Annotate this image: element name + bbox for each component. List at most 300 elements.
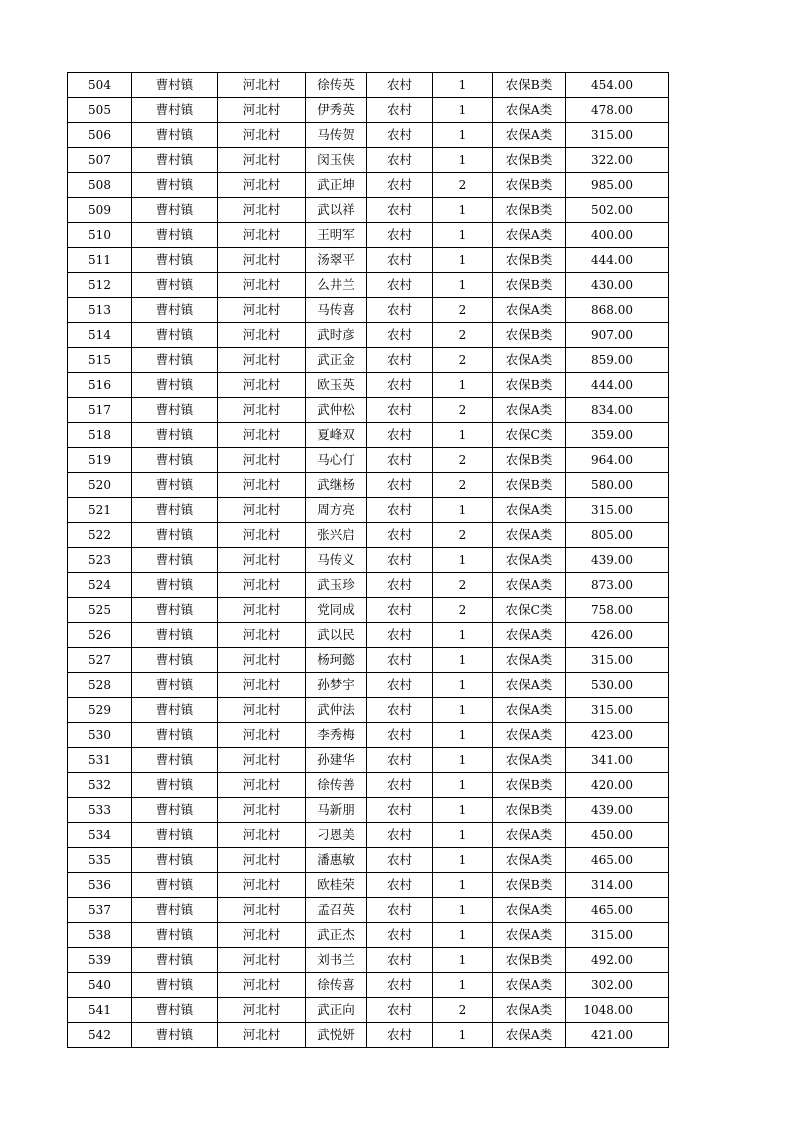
people-count-cell: 2	[433, 473, 493, 498]
village-cell: 河北村	[218, 173, 306, 198]
row-number: 514	[68, 323, 132, 348]
category-cell: 农保A类	[493, 973, 566, 998]
category-cell: 农保B类	[493, 798, 566, 823]
name-cell: 徐传英	[306, 73, 367, 98]
town-cell: 曹村镇	[132, 148, 218, 173]
household-type-cell: 农村	[367, 598, 433, 623]
category-cell: 农保A类	[493, 398, 566, 423]
row-number: 540	[68, 973, 132, 998]
name-cell: 马传喜	[306, 298, 367, 323]
town-cell: 曹村镇	[132, 698, 218, 723]
name-cell: 武正金	[306, 348, 367, 373]
town-cell: 曹村镇	[132, 823, 218, 848]
people-count-cell: 1	[433, 623, 493, 648]
village-cell: 河北村	[218, 323, 306, 348]
household-type-cell: 农村	[367, 998, 433, 1023]
row-number: 531	[68, 748, 132, 773]
village-cell: 河北村	[218, 1023, 306, 1048]
household-type-cell: 农村	[367, 873, 433, 898]
records-table-body	[68, 73, 669, 1048]
table-row	[68, 73, 669, 98]
village-cell: 河北村	[218, 573, 306, 598]
name-cell: 徐传喜	[306, 973, 367, 998]
table-row	[68, 798, 669, 823]
amount-cell: 439.00	[566, 798, 669, 823]
town-cell: 曹村镇	[132, 198, 218, 223]
village-cell: 河北村	[218, 98, 306, 123]
table-row	[68, 523, 669, 548]
row-number: 523	[68, 548, 132, 573]
row-number: 509	[68, 198, 132, 223]
amount-cell: 315.00	[566, 923, 669, 948]
village-cell: 河北村	[218, 423, 306, 448]
people-count-cell: 1	[433, 848, 493, 873]
name-cell: 马新朋	[306, 798, 367, 823]
row-number: 517	[68, 398, 132, 423]
row-number: 522	[68, 523, 132, 548]
household-type-cell: 农村	[367, 273, 433, 298]
people-count-cell: 1	[433, 223, 493, 248]
village-cell: 河北村	[218, 873, 306, 898]
village-cell: 河北村	[218, 773, 306, 798]
town-cell: 曹村镇	[132, 548, 218, 573]
category-cell: 农保C类	[493, 598, 566, 623]
amount-cell: 359.00	[566, 423, 669, 448]
town-cell: 曹村镇	[132, 473, 218, 498]
people-count-cell: 1	[433, 723, 493, 748]
town-cell: 曹村镇	[132, 448, 218, 473]
village-cell: 河北村	[218, 598, 306, 623]
amount-cell: 465.00	[566, 848, 669, 873]
name-cell: 汤翠平	[306, 248, 367, 273]
name-cell: 武正坤	[306, 173, 367, 198]
row-number: 528	[68, 673, 132, 698]
people-count-cell: 1	[433, 98, 493, 123]
category-cell: 农保A类	[493, 548, 566, 573]
household-type-cell: 农村	[367, 398, 433, 423]
people-count-cell: 1	[433, 773, 493, 798]
town-cell: 曹村镇	[132, 223, 218, 248]
amount-cell: 315.00	[566, 123, 669, 148]
row-number: 535	[68, 848, 132, 873]
people-count-cell: 1	[433, 673, 493, 698]
category-cell: 农保B类	[493, 773, 566, 798]
table-row	[68, 298, 669, 323]
household-type-cell: 农村	[367, 973, 433, 998]
category-cell: 农保B类	[493, 323, 566, 348]
category-cell: 农保A类	[493, 623, 566, 648]
amount-cell: 400.00	[566, 223, 669, 248]
name-cell: 武玉珍	[306, 573, 367, 598]
table-row	[68, 848, 669, 873]
category-cell: 农保A类	[493, 498, 566, 523]
table-row	[68, 923, 669, 948]
town-cell: 曹村镇	[132, 973, 218, 998]
village-cell: 河北村	[218, 948, 306, 973]
village-cell: 河北村	[218, 798, 306, 823]
town-cell: 曹村镇	[132, 998, 218, 1023]
table-row	[68, 773, 669, 798]
name-cell: 杨珂懿	[306, 648, 367, 673]
amount-cell: 907.00	[566, 323, 669, 348]
table-row	[68, 623, 669, 648]
village-cell: 河北村	[218, 673, 306, 698]
name-cell: 武仲法	[306, 698, 367, 723]
category-cell: 农保B类	[493, 148, 566, 173]
category-cell: 农保A类	[493, 823, 566, 848]
row-number: 542	[68, 1023, 132, 1048]
household-type-cell: 农村	[367, 798, 433, 823]
table-row	[68, 598, 669, 623]
town-cell: 曹村镇	[132, 373, 218, 398]
household-type-cell: 农村	[367, 773, 433, 798]
table-row	[68, 423, 669, 448]
table-row	[68, 723, 669, 748]
name-cell: 刘书兰	[306, 948, 367, 973]
row-number: 527	[68, 648, 132, 673]
amount-cell: 478.00	[566, 98, 669, 123]
name-cell: 李秀梅	[306, 723, 367, 748]
amount-cell: 859.00	[566, 348, 669, 373]
household-type-cell: 农村	[367, 548, 433, 573]
row-number: 513	[68, 298, 132, 323]
name-cell: 武以祥	[306, 198, 367, 223]
category-cell: 农保B类	[493, 173, 566, 198]
category-cell: 农保C类	[493, 423, 566, 448]
town-cell: 曹村镇	[132, 248, 218, 273]
category-cell: 农保A类	[493, 723, 566, 748]
town-cell: 曹村镇	[132, 873, 218, 898]
people-count-cell: 1	[433, 923, 493, 948]
town-cell: 曹村镇	[132, 923, 218, 948]
village-cell: 河北村	[218, 523, 306, 548]
amount-cell: 341.00	[566, 748, 669, 773]
people-count-cell: 1	[433, 798, 493, 823]
village-cell: 河北村	[218, 448, 306, 473]
village-cell: 河北村	[218, 148, 306, 173]
category-cell: 农保A类	[493, 748, 566, 773]
household-type-cell: 农村	[367, 473, 433, 498]
town-cell: 曹村镇	[132, 673, 218, 698]
name-cell: 么井兰	[306, 273, 367, 298]
category-cell: 农保A类	[493, 1023, 566, 1048]
town-cell: 曹村镇	[132, 1023, 218, 1048]
people-count-cell: 1	[433, 873, 493, 898]
row-number: 511	[68, 248, 132, 273]
category-cell: 农保B类	[493, 473, 566, 498]
category-cell: 农保B类	[493, 198, 566, 223]
household-type-cell: 农村	[367, 223, 433, 248]
category-cell: 农保B类	[493, 373, 566, 398]
category-cell: 农保A类	[493, 523, 566, 548]
table-row	[68, 948, 669, 973]
category-cell: 农保A类	[493, 648, 566, 673]
people-count-cell: 1	[433, 1023, 493, 1048]
people-count-cell: 1	[433, 73, 493, 98]
table-row	[68, 573, 669, 598]
town-cell: 曹村镇	[132, 748, 218, 773]
name-cell: 欧桂荣	[306, 873, 367, 898]
amount-cell: 426.00	[566, 623, 669, 648]
amount-cell: 421.00	[566, 1023, 669, 1048]
amount-cell: 454.00	[566, 73, 669, 98]
table-row	[68, 198, 669, 223]
household-type-cell: 农村	[367, 898, 433, 923]
records-table	[67, 72, 669, 1048]
name-cell: 武仲松	[306, 398, 367, 423]
people-count-cell: 1	[433, 423, 493, 448]
row-number: 508	[68, 173, 132, 198]
row-number: 515	[68, 348, 132, 373]
category-cell: 农保B类	[493, 73, 566, 98]
town-cell: 曹村镇	[132, 398, 218, 423]
people-count-cell: 1	[433, 948, 493, 973]
row-number: 506	[68, 123, 132, 148]
household-type-cell: 农村	[367, 448, 433, 473]
name-cell: 欧玉英	[306, 373, 367, 398]
village-cell: 河北村	[218, 723, 306, 748]
town-cell: 曹村镇	[132, 648, 218, 673]
people-count-cell: 1	[433, 748, 493, 773]
people-count-cell: 2	[433, 323, 493, 348]
village-cell: 河北村	[218, 248, 306, 273]
row-number: 541	[68, 998, 132, 1023]
town-cell: 曹村镇	[132, 573, 218, 598]
village-cell: 河北村	[218, 748, 306, 773]
table-row	[68, 148, 669, 173]
table-row	[68, 498, 669, 523]
people-count-cell: 1	[433, 973, 493, 998]
people-count-cell: 2	[433, 398, 493, 423]
row-number: 534	[68, 823, 132, 848]
village-cell: 河北村	[218, 823, 306, 848]
amount-cell: 302.00	[566, 973, 669, 998]
row-number: 507	[68, 148, 132, 173]
name-cell: 武悦妍	[306, 1023, 367, 1048]
table-row	[68, 998, 669, 1023]
table-row	[68, 248, 669, 273]
row-number: 504	[68, 73, 132, 98]
household-type-cell: 农村	[367, 948, 433, 973]
household-type-cell: 农村	[367, 173, 433, 198]
row-number: 533	[68, 798, 132, 823]
town-cell: 曹村镇	[132, 173, 218, 198]
household-type-cell: 农村	[367, 198, 433, 223]
village-cell: 河北村	[218, 223, 306, 248]
village-cell: 河北村	[218, 298, 306, 323]
category-cell: 农保B类	[493, 273, 566, 298]
people-count-cell: 1	[433, 198, 493, 223]
village-cell: 河北村	[218, 123, 306, 148]
village-cell: 河北村	[218, 373, 306, 398]
row-number: 539	[68, 948, 132, 973]
household-type-cell: 农村	[367, 523, 433, 548]
village-cell: 河北村	[218, 273, 306, 298]
village-cell: 河北村	[218, 73, 306, 98]
town-cell: 曹村镇	[132, 498, 218, 523]
household-type-cell: 农村	[367, 723, 433, 748]
household-type-cell: 农村	[367, 498, 433, 523]
village-cell: 河北村	[218, 498, 306, 523]
table-row	[68, 348, 669, 373]
people-count-cell: 2	[433, 998, 493, 1023]
table-row	[68, 98, 669, 123]
amount-cell: 758.00	[566, 598, 669, 623]
name-cell: 张兴启	[306, 523, 367, 548]
table-row	[68, 548, 669, 573]
name-cell: 孙梦宇	[306, 673, 367, 698]
amount-cell: 423.00	[566, 723, 669, 748]
people-count-cell: 2	[433, 173, 493, 198]
village-cell: 河北村	[218, 398, 306, 423]
amount-cell: 985.00	[566, 173, 669, 198]
amount-cell: 439.00	[566, 548, 669, 573]
household-type-cell: 农村	[367, 123, 433, 148]
name-cell: 伊秀英	[306, 98, 367, 123]
row-number: 516	[68, 373, 132, 398]
amount-cell: 868.00	[566, 298, 669, 323]
category-cell: 农保A类	[493, 298, 566, 323]
category-cell: 农保A类	[493, 848, 566, 873]
town-cell: 曹村镇	[132, 323, 218, 348]
category-cell: 农保B类	[493, 948, 566, 973]
name-cell: 武继杨	[306, 473, 367, 498]
amount-cell: 444.00	[566, 373, 669, 398]
household-type-cell: 农村	[367, 323, 433, 348]
row-number: 532	[68, 773, 132, 798]
household-type-cell: 农村	[367, 823, 433, 848]
name-cell: 潘惠敏	[306, 848, 367, 873]
row-number: 510	[68, 223, 132, 248]
town-cell: 曹村镇	[132, 723, 218, 748]
people-count-cell: 2	[433, 298, 493, 323]
village-cell: 河北村	[218, 698, 306, 723]
household-type-cell: 农村	[367, 298, 433, 323]
table-row	[68, 323, 669, 348]
people-count-cell: 2	[433, 348, 493, 373]
table-row	[68, 823, 669, 848]
amount-cell: 492.00	[566, 948, 669, 973]
name-cell: 孟召英	[306, 898, 367, 923]
category-cell: 农保B类	[493, 248, 566, 273]
amount-cell: 322.00	[566, 148, 669, 173]
table-row	[68, 473, 669, 498]
people-count-cell: 1	[433, 373, 493, 398]
town-cell: 曹村镇	[132, 348, 218, 373]
amount-cell: 430.00	[566, 273, 669, 298]
town-cell: 曹村镇	[132, 848, 218, 873]
name-cell: 周方亮	[306, 498, 367, 523]
village-cell: 河北村	[218, 473, 306, 498]
town-cell: 曹村镇	[132, 123, 218, 148]
town-cell: 曹村镇	[132, 73, 218, 98]
row-number: 537	[68, 898, 132, 923]
village-cell: 河北村	[218, 998, 306, 1023]
village-cell: 河北村	[218, 898, 306, 923]
household-type-cell: 农村	[367, 248, 433, 273]
row-number: 505	[68, 98, 132, 123]
category-cell: 农保A类	[493, 698, 566, 723]
household-type-cell: 农村	[367, 1023, 433, 1048]
name-cell: 孙建华	[306, 748, 367, 773]
amount-cell: 420.00	[566, 773, 669, 798]
amount-cell: 805.00	[566, 523, 669, 548]
row-number: 521	[68, 498, 132, 523]
amount-cell: 444.00	[566, 248, 669, 273]
household-type-cell: 农村	[367, 98, 433, 123]
name-cell: 马传贺	[306, 123, 367, 148]
village-cell: 河北村	[218, 548, 306, 573]
category-cell: 农保B类	[493, 448, 566, 473]
amount-cell: 315.00	[566, 648, 669, 673]
people-count-cell: 2	[433, 523, 493, 548]
category-cell: 农保A类	[493, 223, 566, 248]
name-cell: 马传义	[306, 548, 367, 573]
people-count-cell: 1	[433, 548, 493, 573]
table-row	[68, 973, 669, 998]
household-type-cell: 农村	[367, 648, 433, 673]
household-type-cell: 农村	[367, 73, 433, 98]
household-type-cell: 农村	[367, 148, 433, 173]
people-count-cell: 1	[433, 648, 493, 673]
category-cell: 农保A类	[493, 348, 566, 373]
amount-cell: 315.00	[566, 698, 669, 723]
people-count-cell: 1	[433, 698, 493, 723]
amount-cell: 530.00	[566, 673, 669, 698]
name-cell: 王明军	[306, 223, 367, 248]
household-type-cell: 农村	[367, 673, 433, 698]
people-count-cell: 1	[433, 148, 493, 173]
name-cell: 马心仃	[306, 448, 367, 473]
town-cell: 曹村镇	[132, 273, 218, 298]
category-cell: 农保A类	[493, 898, 566, 923]
amount-cell: 314.00	[566, 873, 669, 898]
category-cell: 农保A类	[493, 673, 566, 698]
village-cell: 河北村	[218, 648, 306, 673]
row-number: 530	[68, 723, 132, 748]
name-cell: 刁恩美	[306, 823, 367, 848]
household-type-cell: 农村	[367, 698, 433, 723]
amount-cell: 580.00	[566, 473, 669, 498]
town-cell: 曹村镇	[132, 298, 218, 323]
row-number: 520	[68, 473, 132, 498]
row-number: 524	[68, 573, 132, 598]
village-cell: 河北村	[218, 198, 306, 223]
people-count-cell: 1	[433, 898, 493, 923]
amount-cell: 964.00	[566, 448, 669, 473]
people-count-cell: 1	[433, 248, 493, 273]
name-cell: 闵玉侠	[306, 148, 367, 173]
amount-cell: 465.00	[566, 898, 669, 923]
town-cell: 曹村镇	[132, 623, 218, 648]
table-row	[68, 698, 669, 723]
category-cell: 农保B类	[493, 873, 566, 898]
table-row	[68, 648, 669, 673]
category-cell: 农保A类	[493, 573, 566, 598]
table-row	[68, 223, 669, 248]
table-row	[68, 398, 669, 423]
table-row	[68, 448, 669, 473]
table-row	[68, 748, 669, 773]
amount-cell: 834.00	[566, 398, 669, 423]
name-cell: 武以民	[306, 623, 367, 648]
household-type-cell: 农村	[367, 423, 433, 448]
village-cell: 河北村	[218, 848, 306, 873]
row-number: 525	[68, 598, 132, 623]
table-row	[68, 898, 669, 923]
town-cell: 曹村镇	[132, 898, 218, 923]
table-row	[68, 273, 669, 298]
